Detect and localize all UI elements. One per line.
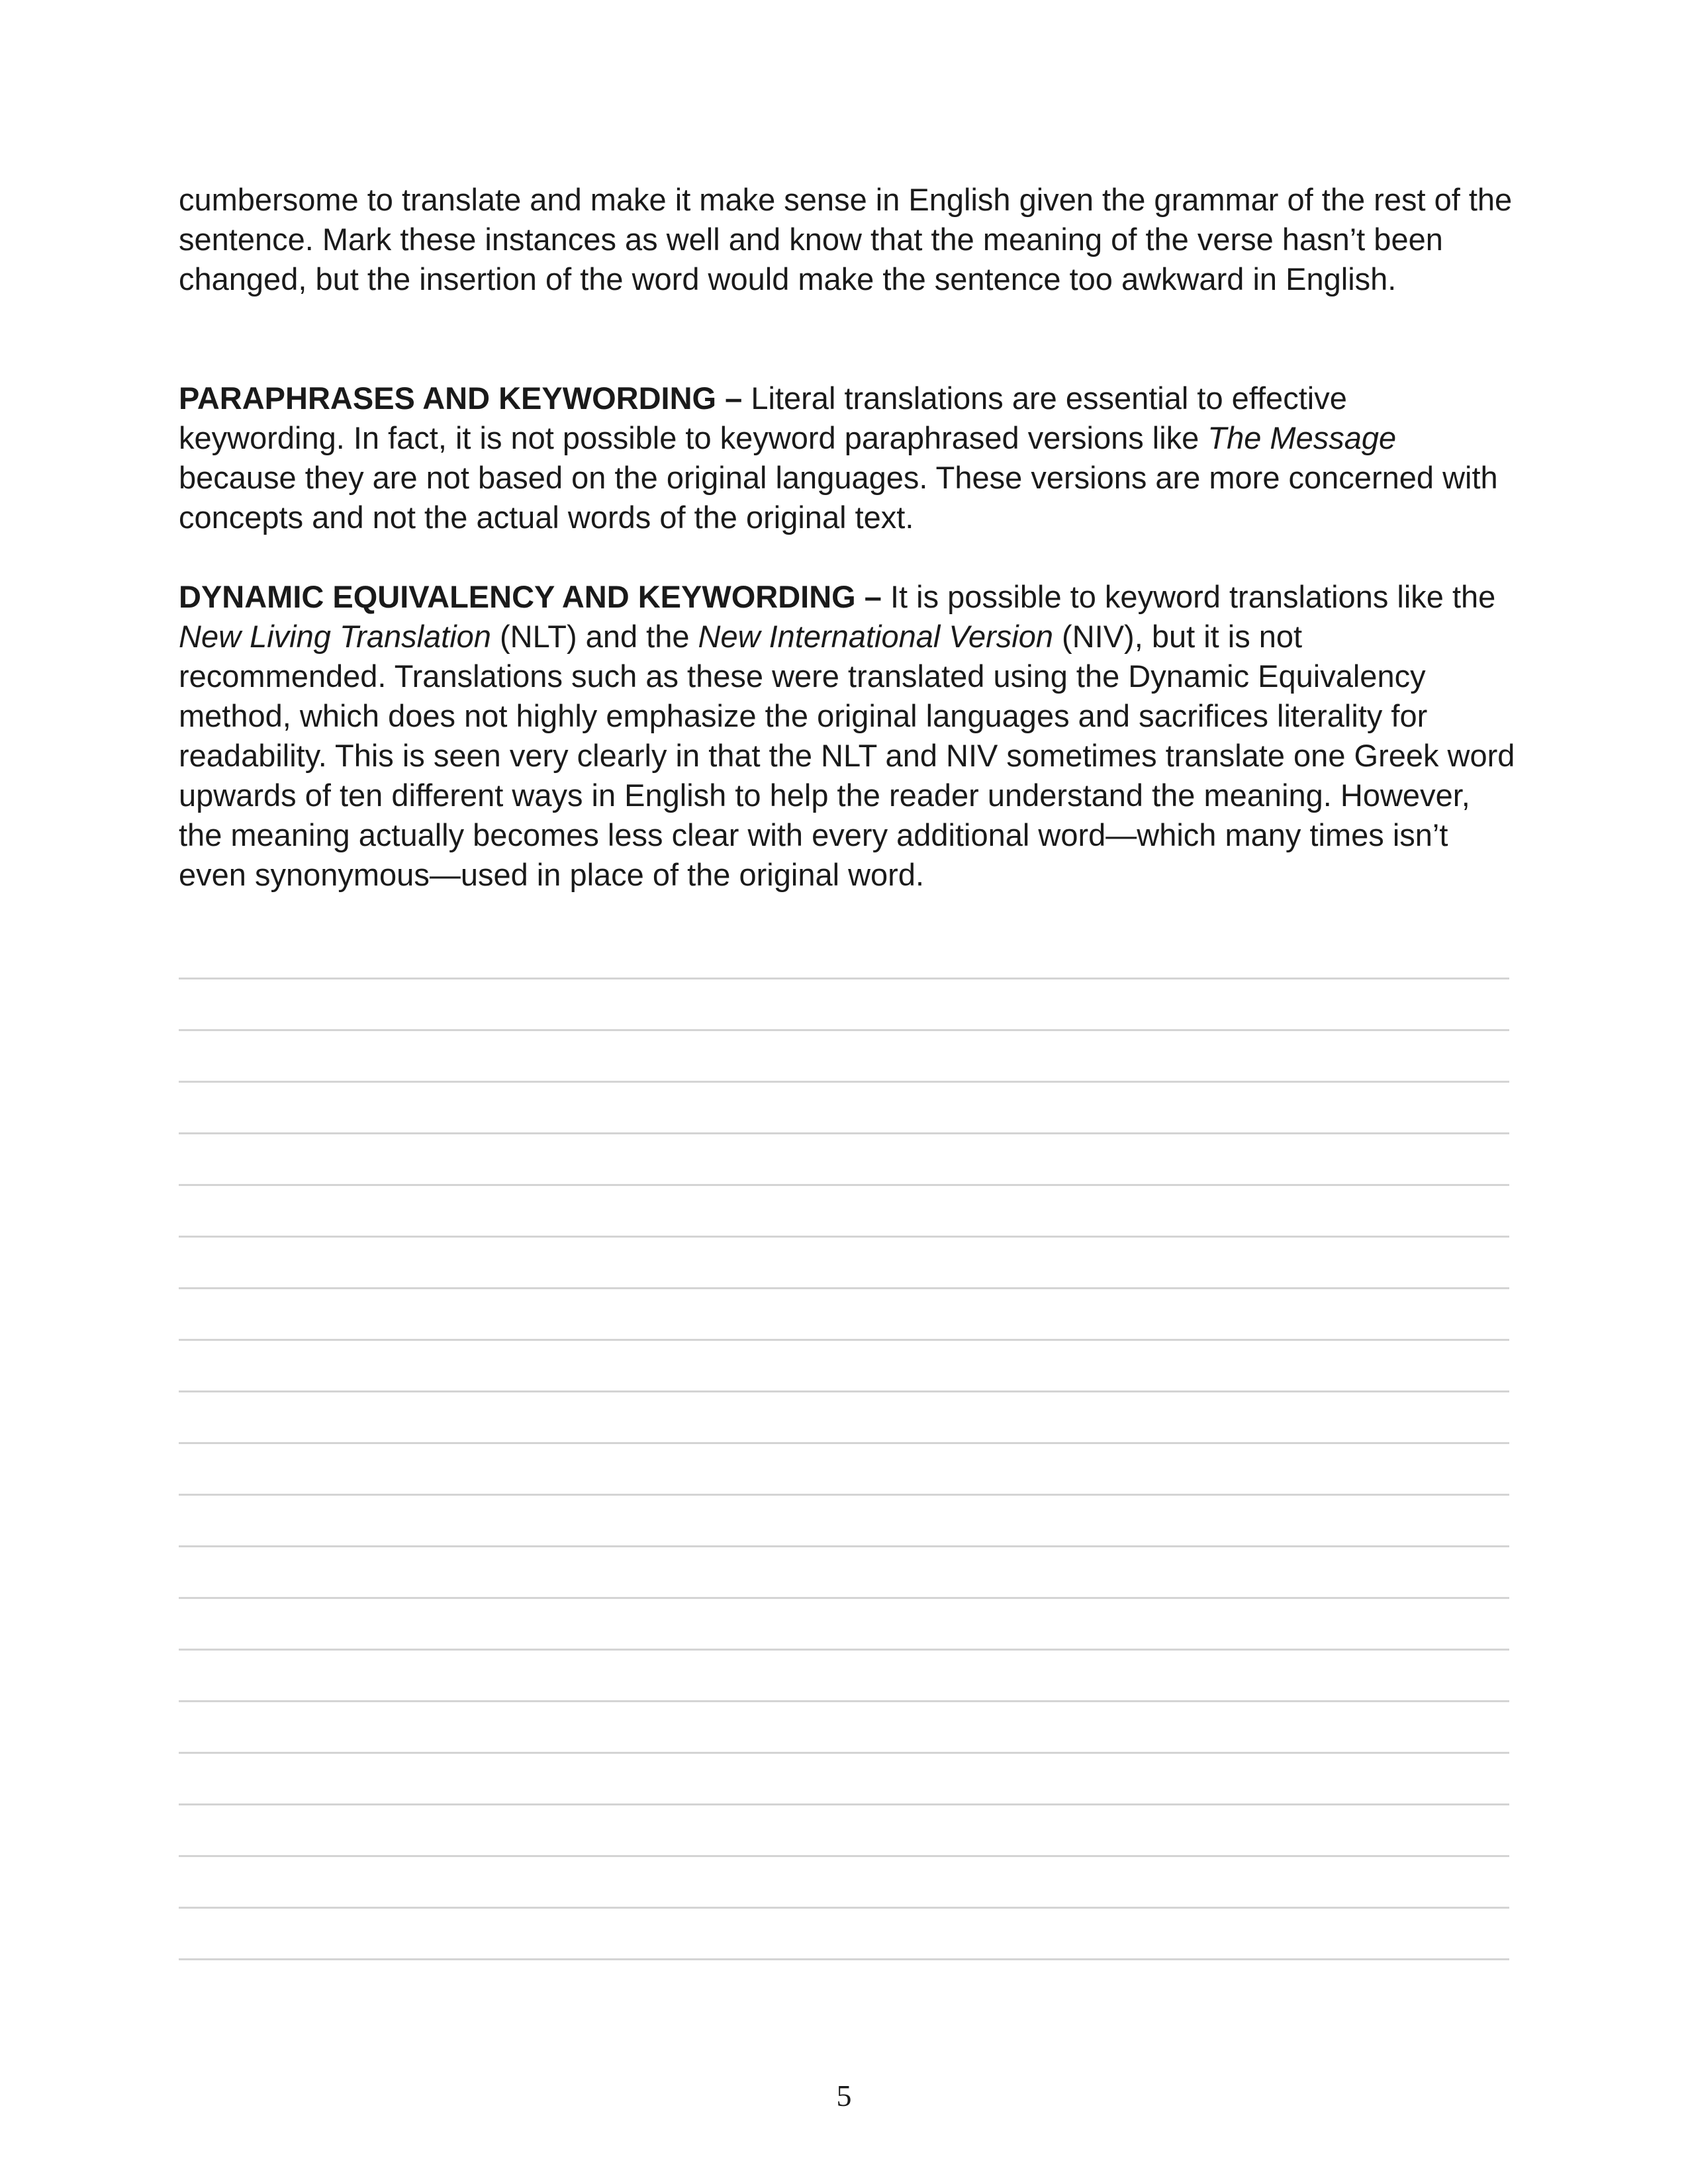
writing-line bbox=[179, 1289, 1509, 1341]
writing-lines bbox=[179, 978, 1509, 1960]
writing-line bbox=[179, 1805, 1509, 1857]
paragraph-intro bbox=[179, 180, 1516, 299]
paragraph-paraphrases bbox=[179, 379, 1516, 537]
writing-line bbox=[179, 1702, 1509, 1754]
paragraph-text: Literal translations are essential to effective keywording. In fact, it is not possible to keyword paraphrased versions like bbox=[179, 381, 1347, 455]
writing-line bbox=[179, 1186, 1509, 1238]
paragraph-heading-paraphrases: PARAPHRASES AND KEYWORDING – bbox=[179, 381, 743, 416]
writing-line bbox=[179, 1857, 1509, 1909]
writing-line bbox=[179, 1238, 1509, 1289]
writing-line bbox=[179, 1909, 1509, 1960]
paragraph-dynamic-equivalency bbox=[179, 577, 1516, 895]
book-title-niv: New International Version bbox=[698, 619, 1053, 654]
paragraph-text: (NLT) and the bbox=[491, 619, 698, 654]
paragraph-heading-dynamic-equivalency: DYNAMIC EQUIVALENCY AND KEYWORDING – bbox=[179, 579, 882, 614]
writing-line bbox=[179, 1392, 1509, 1444]
writing-line bbox=[179, 1083, 1509, 1134]
writing-line bbox=[179, 1651, 1509, 1702]
paragraph-intro-text: cumbersome to translate and make it make sense in English given the grammar of the rest of the sentence. Mark these instances as well and know that the meaning of the verse hasn’t been changed, but the insertion of the word would make the sentence too awkward in English. bbox=[179, 182, 1513, 296]
writing-line bbox=[179, 1754, 1509, 1805]
writing-line bbox=[179, 979, 1509, 1031]
writing-line bbox=[179, 1134, 1509, 1186]
paragraph-text: because they are not based on the original languages. These versions are more concerned with concepts and not the actual words of the original text. bbox=[179, 460, 1498, 535]
writing-line bbox=[179, 1444, 1509, 1496]
writing-line bbox=[179, 1496, 1509, 1547]
page-number: 5 bbox=[836, 2079, 852, 2113]
writing-line bbox=[179, 1547, 1509, 1599]
book-title-nlt: New Living Translation bbox=[179, 619, 491, 654]
paragraph-text: (NIV), but it is not recommended. Translations such as these were translated using the Dynamic Equivalency method, which does not highly emphasize the original languages and sacrifices literality for readability. This is seen very clearly in that the NLT and NIV sometimes translate one Greek word upwards of ten different ways in English to help the reader understand the meaning. However, the meaning actually becomes less clear with every additional word—which many times isn’t even synonymous—used in place of the original word. bbox=[179, 619, 1515, 892]
book-title-the-message: The Message bbox=[1207, 420, 1397, 455]
writing-line bbox=[179, 1341, 1509, 1392]
writing-line bbox=[179, 1031, 1509, 1083]
paragraph-text: It is possible to keyword translations like the bbox=[881, 579, 1496, 614]
writing-line bbox=[179, 1599, 1509, 1651]
